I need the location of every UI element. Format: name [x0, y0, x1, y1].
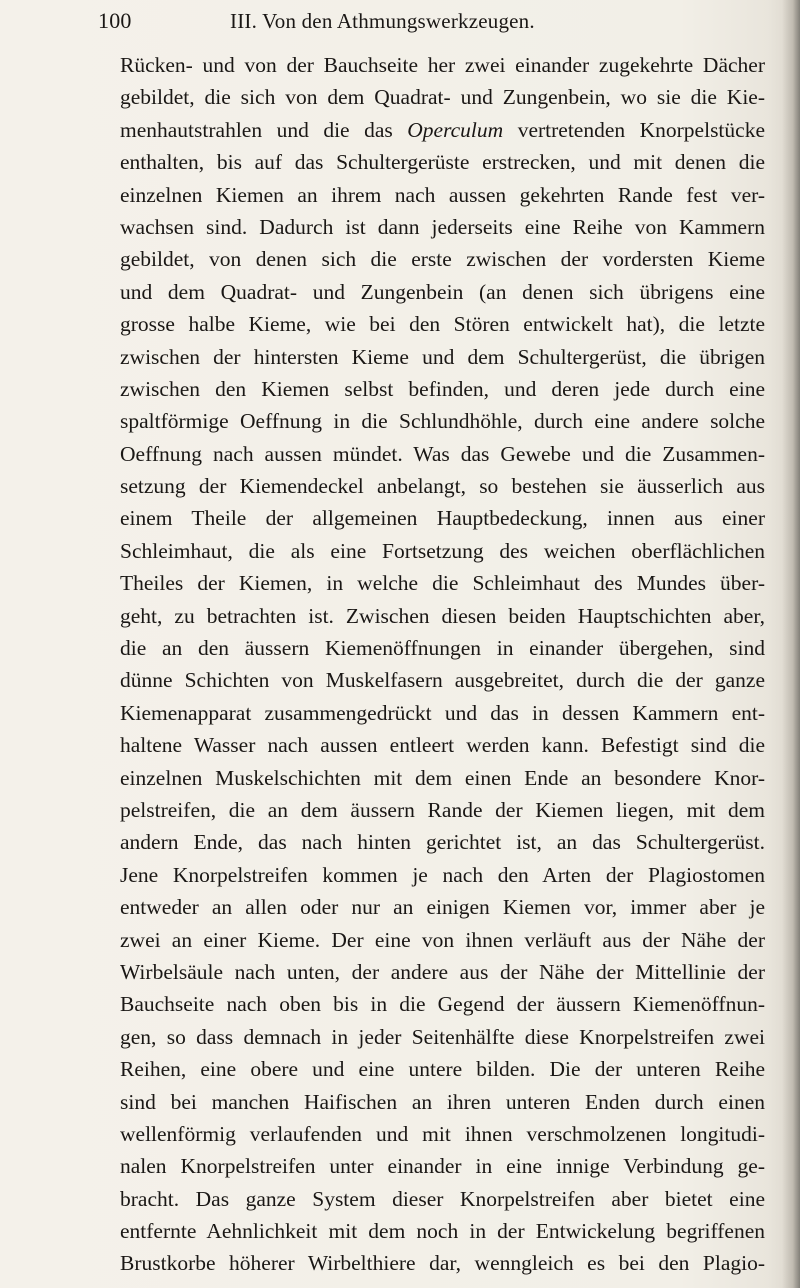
emphasis-term: Operculum: [407, 117, 504, 142]
text-line: dünne Schichten von Muskelfasern ausgebreitet, durch die der ganze: [120, 668, 765, 693]
text-line-end: vertretenden Knorpelstücke: [517, 117, 765, 142]
text-line: gen, so dass demnach in jeder Seitenhälfte diese Knorpelstreifen zwei: [120, 1024, 765, 1049]
text-line: pelstreifen, die an dem äussern Rande der Kiemen liegen, mit dem: [120, 797, 765, 822]
text-line: nalen Knorpelstreifen unter einander in eine innige Verbindung ge-: [120, 1154, 765, 1179]
text-line: Brustkorbe höherer Wirbelthiere dar, wenngleich es bei den Plagio-: [120, 1251, 765, 1276]
page-number: 100: [98, 8, 132, 33]
text-line: die an den äussern Kiemenöffnungen in einander übergehen, sind: [120, 636, 765, 661]
running-head: [98, 0, 740, 42]
text-line: [120, 114, 765, 146]
text-line: Rücken- und von der Bauchseite her zwei einander zugekehrte Dächer: [120, 53, 765, 77]
text-line: Oeffnung nach aussen mündet. Was das Gewebe und die Zusammen-: [120, 441, 765, 466]
chapter-title: III. Von den Athmungswerkzeugen.: [230, 8, 535, 33]
text-line-start: menhautstrahlen und die das: [120, 117, 393, 142]
text-line: setzung der Kiemendeckel anbelangt, so bestehen sie äusserlich aus: [120, 474, 765, 499]
text-line: zwei an einer Kieme. Der eine von ihnen verläuft aus der Nähe der: [120, 927, 765, 952]
text-line: Wirbelsäule nach unten, der andere aus der Nähe der Mittellinie der: [120, 959, 765, 984]
text-line: entfernte Aehnlichkeit mit dem noch in der Entwickelung begriffenen: [120, 1219, 765, 1244]
text-line: Kiemenapparat zusammengedrückt und das in dessen Kammern ent-: [120, 700, 765, 725]
text-line: wellenförmig verlaufenden und mit ihnen verschmolzenen longitudi-: [120, 1121, 765, 1146]
text-line: wachsen sind. Dadurch ist dann jederseits eine Reihe von Kammern: [120, 214, 765, 239]
text-line: einzelnen Muskelschichten mit dem einen Ende an besondere Knor-: [120, 765, 765, 790]
text-line: zwischen der hintersten Kieme und dem Schultergerüst, die übrigen: [120, 344, 765, 369]
text-line: Reihen, eine obere und eine untere bilden. Die der unteren Reihe: [120, 1057, 765, 1082]
text-line: gebildet, von denen sich die erste zwischen der vordersten Kieme: [120, 247, 765, 272]
text-line: geht, zu betrachten ist. Zwischen diesen beiden Hauptschichten aber,: [120, 603, 765, 628]
text-line: zwischen den Kiemen selbst befinden, und deren jede durch eine: [120, 376, 765, 401]
text-line: bracht. Das ganze System dieser Knorpelstreifen aber bietet eine: [120, 1186, 765, 1211]
text-line: Bauchseite nach oben bis in die Gegend der äussern Kiemenöffnun-: [120, 992, 765, 1017]
text-line: grosse halbe Kieme, wie bei den Stören entwickelt hat), die letzte: [120, 312, 765, 337]
text-line: Schleimhaut, die als eine Fortsetzung des weichen oberflächlichen: [120, 538, 765, 563]
text-line: andern Ende, das nach hinten gerichtet ist, an das Schultergerüst.: [120, 830, 765, 855]
text-line: Jene Knorpelstreifen kommen je nach den Arten der Plagiostomen: [120, 862, 765, 887]
text-line: einzelnen Kiemen an ihrem nach aussen gekehrten Rande fest ver-: [120, 182, 765, 207]
text-line: gebildet, die sich von dem Quadrat- und Zungenbein, wo sie die Kie-: [120, 85, 765, 110]
text-line: enthalten, bis auf das Schultergerüste erstrecken, und mit denen die: [120, 150, 765, 175]
text-line: und dem Quadrat- und Zungenbein (an denen sich übrigens eine: [120, 279, 765, 304]
text-line: einem Theile der allgemeinen Hauptbedeckung, innen aus einer: [120, 506, 765, 531]
text-line: sind bei manchen Haifischen an ihren unteren Enden durch einen: [120, 1089, 765, 1114]
text-line: spaltförmige Oeffnung in die Schlundhöhle, durch eine andere solche: [120, 409, 765, 434]
page-gutter-shadow: [782, 0, 800, 1288]
body-text: [120, 49, 765, 1280]
text-line: Theiles der Kiemen, in welche die Schleimhaut des Mundes über-: [120, 571, 765, 596]
text-line: entweder an allen oder nur an einigen Kiemen vor, immer aber je: [120, 895, 765, 920]
text-line: haltene Wasser nach aussen entleert werden kann. Befestigt sind die: [120, 733, 765, 758]
